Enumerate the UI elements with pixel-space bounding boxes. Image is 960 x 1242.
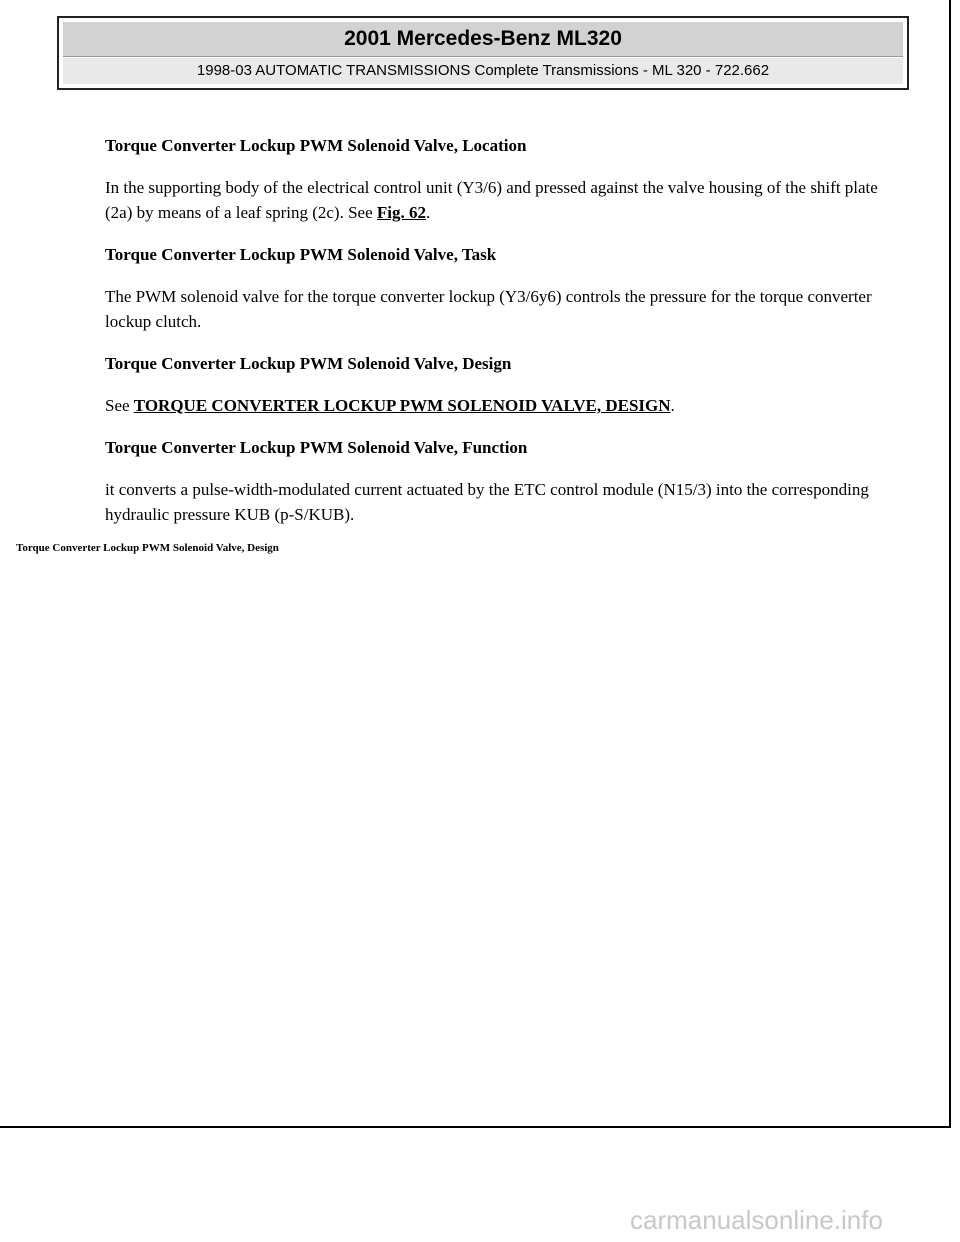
watermark: carmanualsonline.info — [630, 1205, 883, 1235]
design-text: See — [105, 396, 134, 415]
fig-62-link[interactable]: Fig. 62 — [376, 203, 427, 222]
document-body — [105, 133, 905, 544]
design-section-link[interactable]: TORQUE CONVERTER LOCKUP PWM SOLENOID VALVE, DESIGN — [133, 396, 671, 415]
document-header — [57, 16, 909, 90]
design-paragraph — [105, 393, 905, 418]
task-heading: Torque Converter Lockup PWM Solenoid Valve, Task — [105, 245, 497, 264]
location-text-end: . — [426, 203, 431, 222]
design-text-end: . — [670, 396, 675, 415]
function-paragraph: it converts a pulse-width-modulated current actuated by the ETC control module (N15/3) into the corresponding hydraulic pressure KUB (p-S/KUB). — [105, 480, 869, 524]
document-title: 2001 Mercedes-Benz ML320 — [63, 22, 903, 57]
task-paragraph: The PWM solenoid valve for the torque converter lockup (Y3/6y6) controls the pressure for the torque converter lockup clutch. — [105, 287, 872, 331]
location-text: In the supporting body of the electrical control unit (Y3/6) and pressed against the valve housing of the shift plate (2a) by means of a leaf spring (2c). See — [105, 178, 878, 222]
document-subtitle: 1998-03 AUTOMATIC TRANSMISSIONS Complete Transmissions - ML 320 - 722.662 — [63, 58, 903, 84]
function-heading: Torque Converter Lockup PWM Solenoid Valve, Function — [105, 438, 528, 457]
location-heading: Torque Converter Lockup PWM Solenoid Valve, Location — [105, 136, 527, 155]
design-heading: Torque Converter Lockup PWM Solenoid Valve, Design — [105, 354, 512, 373]
figure-caption: Torque Converter Lockup PWM Solenoid Valve, Design — [16, 542, 279, 554]
location-paragraph — [105, 175, 905, 225]
